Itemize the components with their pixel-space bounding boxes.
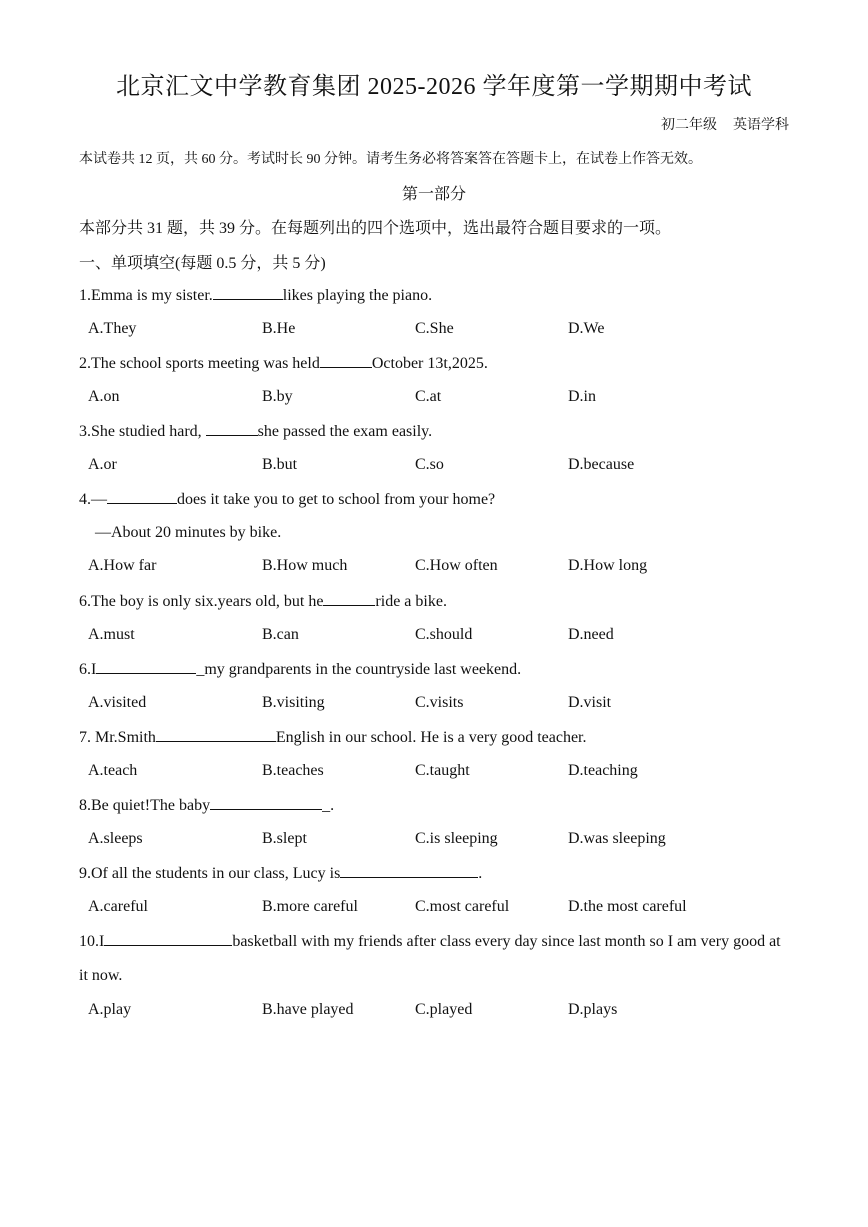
- question-item: [79, 591, 791, 646]
- option-c: C.taught: [415, 762, 470, 779]
- section-title: 一、单项填空(每题 0.5 分，共 5 分): [79, 255, 326, 272]
- options-row: [79, 388, 791, 408]
- option-c: C.at: [415, 388, 442, 405]
- answer-blank: [320, 353, 372, 368]
- question-text: 1.Emma is my sister. likes playing the piano.: [79, 287, 433, 304]
- answer-blank: [206, 421, 258, 436]
- answer-blank: [96, 659, 196, 674]
- part-description: 本部分共 31 题，共 39 分。在每题列出的四个选项中，选出最符合题目要求的一项。: [79, 220, 672, 237]
- options-row: [79, 830, 791, 850]
- option-a: A.on: [88, 388, 120, 405]
- question-item: [79, 727, 791, 782]
- option-d: D.plays: [568, 1001, 618, 1018]
- option-d: D.visit: [568, 694, 612, 711]
- question-item: [79, 863, 791, 918]
- option-a: A.How far: [88, 557, 157, 574]
- question-item: [79, 659, 791, 714]
- option-a: A.visited: [88, 694, 147, 711]
- part-title: 第一部分: [401, 186, 466, 203]
- option-c: C.is sleeping: [415, 830, 498, 847]
- question-item: [79, 489, 791, 577]
- question-text: 2.The school sports meeting was held October 13t,2025.: [79, 355, 488, 372]
- question-text: 10.I basketball with my friends after class every day since last month so I am very good at it now.: [79, 933, 781, 984]
- option-b: B.by: [262, 388, 293, 405]
- option-b: B.have played: [262, 1001, 354, 1018]
- grade-label: 初二年级: [661, 118, 717, 133]
- question-text: 3.She studied hard, she passed the exam easily.: [79, 423, 433, 440]
- option-d: D.teaching: [568, 762, 638, 779]
- option-a: A.teach: [88, 762, 138, 779]
- option-b: B.slept: [262, 830, 307, 847]
- question-text: 7. Mr.Smith English in our school. He is a very good teacher.: [79, 729, 587, 746]
- option-a: A.play: [88, 1001, 132, 1018]
- option-c: C.most careful: [415, 898, 510, 915]
- answer-blank: [156, 727, 276, 742]
- question-item: [79, 353, 791, 408]
- option-b: B.more careful: [262, 898, 358, 915]
- answer-blank: [340, 863, 478, 878]
- option-c: C.should: [415, 626, 473, 643]
- answer-blank: [323, 591, 375, 606]
- option-d: D.We: [568, 320, 605, 337]
- option-b: B.teaches: [262, 762, 324, 779]
- answer-blank: [104, 931, 232, 946]
- options-row: [79, 557, 791, 577]
- option-b: B.visiting: [262, 694, 325, 711]
- question-text: 8.Be quiet!The baby _.: [79, 797, 335, 814]
- question-item: [79, 925, 791, 1021]
- option-b: B.but: [262, 456, 298, 473]
- options-row: [79, 898, 791, 918]
- grade-subject-line: [661, 114, 789, 134]
- question-text: 4.— does it take you to get to school from your home?: [79, 491, 496, 508]
- option-d: D.the most careful: [568, 898, 687, 915]
- answer-blank: [213, 285, 283, 300]
- option-c: C.played: [415, 1001, 473, 1018]
- option-c: C.visits: [415, 694, 464, 711]
- option-c: C.She: [415, 320, 454, 337]
- option-c: C.How often: [415, 557, 498, 574]
- question-item: [79, 795, 791, 850]
- options-row: [79, 456, 791, 476]
- option-a: A.They: [88, 320, 137, 337]
- exam-title: 北京汇文中学教育集团 2025-2026 学年度第一学期期中考试: [116, 74, 752, 100]
- answer-blank: [210, 795, 322, 810]
- answer-blank: [107, 489, 177, 504]
- option-a: A.or: [88, 456, 117, 473]
- option-d: D.How long: [568, 557, 648, 574]
- option-d: D.in: [568, 388, 596, 405]
- option-a: A.careful: [88, 898, 148, 915]
- options-row: [79, 1001, 791, 1021]
- exam-instructions: 本试卷共 12 页，共 60 分。考试时长 90 分钟。请考生务必将答案答在答题卡上，在试卷上作答无效。: [79, 152, 702, 167]
- question-item: [79, 421, 791, 476]
- question-text: 6.The boy is only six.years old, but he ride a bike.: [79, 593, 447, 610]
- option-d: D.need: [568, 626, 614, 643]
- question-text: 9.Of all the students in our class, Lucy is .: [79, 865, 483, 882]
- option-b: B.He: [262, 320, 296, 337]
- question-item: [79, 285, 791, 340]
- options-row: [79, 626, 791, 646]
- option-d: D.was sleeping: [568, 830, 666, 847]
- options-row: [79, 762, 791, 782]
- options-row: [79, 320, 791, 340]
- option-d: D.because: [568, 456, 635, 473]
- dialogue-reply: —About 20 minutes by bike.: [95, 524, 282, 541]
- option-b: B.How much: [262, 557, 348, 574]
- options-row: [79, 694, 791, 714]
- subject-label: 英语学科: [733, 118, 789, 133]
- option-b: B.can: [262, 626, 299, 643]
- question-text: 6.I _my grandparents in the countryside last weekend.: [79, 661, 522, 678]
- option-a: A.must: [88, 626, 135, 643]
- option-a: A.sleeps: [88, 830, 143, 847]
- option-c: C.so: [415, 456, 444, 473]
